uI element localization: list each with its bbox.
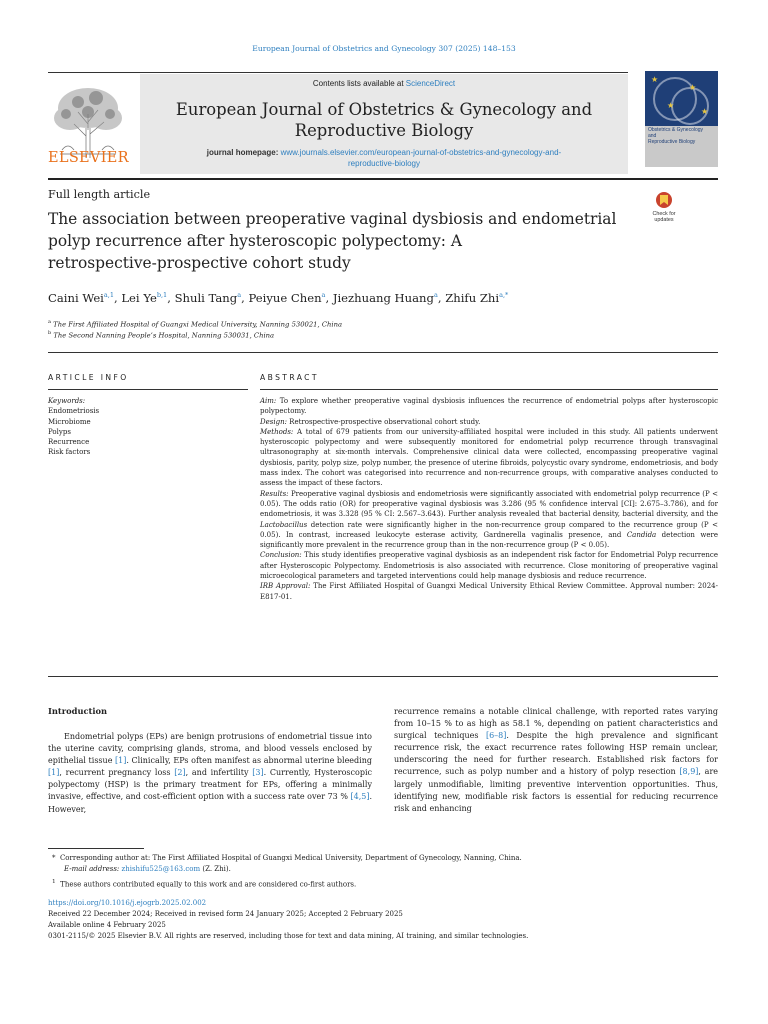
article-title-line: polyp recurrence after hysteroscopic polypectomy: A <box>48 232 462 250</box>
header-top-rule <box>48 72 628 73</box>
cover-title-line: Obstetrics & Gynecology <box>648 127 704 133</box>
body-text: Endometrial polyps (EPs) are benign protrusions of endometrial tissue into the uterine cavity, comprising glands, stroma, and blood vessels enclosed by epithelial tissue <box>48 732 372 766</box>
keyword: Endometriosis <box>48 407 100 416</box>
equal-contribution-note <box>52 877 356 890</box>
keyword: Risk factors <box>48 448 91 457</box>
footnote-mark: * <box>52 854 56 862</box>
abstract-text: Retrospective-prospective observational cohort study. <box>289 417 481 426</box>
abstract-methods <box>260 427 718 489</box>
abstract-text: A total of 679 patients from our university-affiliated hospital were included in this study. All patients underwent hysteroscopic polypectomy and were subsequently monitored for endometrial polyp recurrence through transvaginal ultrasonography at six-month intervals. Comprehensive clinical data were collected, encompassing preoperative vaginal dysbiosis, parity, polyp size, polyp number, the presence of uterine fibroids, polycystic ovary syndrome, endometriosis, and body mass index. The cohort was categorised into recurrence and non-recurrence groups, with comparative analyses conducted to assess the impact of these factors. <box>260 427 718 488</box>
footnote-rule <box>48 848 144 849</box>
author-name[interactable]: Lei Ye <box>121 291 157 305</box>
citation-link[interactable]: [1] <box>48 768 60 778</box>
affiliation-text: The First Affiliated Hospital of Guangxi Medical University, Nanning 530021, China <box>53 320 343 329</box>
article-title <box>48 208 618 274</box>
abstract-results <box>260 489 718 551</box>
body-text: , and infertility <box>185 768 253 778</box>
abstract-text: detection were significantly more prevalent in the recurrence group than in the non-recurrence group (P < 0.05). <box>260 530 718 550</box>
abstract-text: The First Affiliated Hospital of Guangxi Medical University Ethical Review Committee. Approval number: 2024-E817-01. <box>260 582 718 601</box>
cover-title <box>648 127 714 145</box>
citation-link[interactable]: [4,5] <box>350 792 370 802</box>
body-text: . Currently, Hysteroscopic polypectomy (HSP) is the primary treatment for EPs, offering a minimally invasive, effective, and cost-efficient option with a success rate over 73 % <box>48 768 372 802</box>
citation-link[interactable]: [2] <box>174 768 186 778</box>
abstract-irb <box>260 581 718 602</box>
body-text: . Clinically, EPs often manifest as abnormal uterine bleeding <box>126 756 372 766</box>
corresponding-author-note <box>52 853 522 864</box>
homepage-link[interactable]: www.journals.elsevier.com/european-journal-of-obstetrics-and-gynecology-and- <box>280 148 562 157</box>
author-sup[interactable]: b,1 <box>156 291 168 300</box>
author-name[interactable]: Jiezhuang Huang <box>332 291 434 305</box>
homepage-label: journal homepage: <box>206 148 281 157</box>
introduction-paragraph-cont <box>394 706 718 815</box>
sciencedirect-link[interactable]: ScienceDirect <box>405 79 456 88</box>
body-column-left <box>48 731 372 816</box>
body-text: , recurrent pregnancy loss <box>59 768 175 778</box>
affiliation <box>48 319 342 328</box>
abstract-text: Preoperative vaginal dysbiosis and endometriosis were significantly associated with endometrial polyp recurrence (P < 0.05). The odds ratio (OR) for preoperative vaginal dysbiosis was 3.286 (95 % confidence interval [CI]: 2.675–3.786), and for endometriosis, it was 3.328 (95 % CI: 2.567–3.643). Further analysis revealed that bacterial density, bacterial diversity, and the <box>260 489 718 519</box>
abstract-taxon: Lactobacillus <box>260 520 308 529</box>
footnote-mark: 1 <box>52 879 56 885</box>
article-info-heading: ARTICLE INFO <box>48 373 129 382</box>
author-name[interactable]: Zhifu Zhi <box>445 291 500 305</box>
affiliation-key: b <box>48 330 52 336</box>
email-note <box>64 864 231 875</box>
abstract-body <box>260 396 718 602</box>
body-text: . However, <box>48 792 372 814</box>
check-updates-label <box>646 211 682 223</box>
check-updates-line: Check for <box>652 211 676 217</box>
journal-reference[interactable]: European Journal of Obstetrics and Gynecology 307 (2025) 148–153 <box>252 44 516 53</box>
check-for-updates-button[interactable] <box>646 192 682 232</box>
cover-title-line: and <box>648 133 657 139</box>
copyright-notice: 0301-2115/© 2025 Elsevier B.V. All rights are reserved, including those for text and data mining, AI training, and similar technologies. <box>48 932 529 940</box>
online-date: Available online 4 February 2025 <box>48 921 166 929</box>
section-rule <box>48 352 718 353</box>
abstract-design <box>260 417 718 427</box>
body-column-right <box>394 706 718 815</box>
footnote-text: These authors contributed equally to this work and are considered co-first authors. <box>60 880 357 889</box>
abstract-aim <box>260 396 718 417</box>
author-name[interactable]: Peiyue Chen <box>248 291 322 305</box>
abstract-label: Results: <box>260 489 289 498</box>
abstract-text: To explore whether preoperative vaginal dysbiosis influences the recurrence of endometrial polyps after hysteroscopic polypectomy. <box>260 397 718 416</box>
homepage-link-cont[interactable]: reproductive-biology <box>347 158 421 168</box>
publication-info <box>48 898 528 942</box>
keywords-block <box>48 396 99 458</box>
author-sup[interactable]: a <box>321 291 326 300</box>
abstract-rule <box>260 389 718 390</box>
citation-link[interactable]: [8,9] <box>679 767 699 777</box>
body-text: recurrence remains a notable clinical challenge, with reported rates varying from 10–15 % to as high as 58.1 %, depending on patient characteristics and surgical techniques <box>394 707 718 741</box>
abstract-text: This study identifies preoperative vaginal dysbiosis as an independent risk factor for Endometrial Polyp recurrence after Hysteroscopic Polypectomy. Endometriosis is also associated with recurrence. Close monitoring of preoperative vaginal microecological parameters and targeted interventions could help manage dysbiosis and reduce recurrence. <box>260 551 718 581</box>
introduction-heading: Introduction <box>48 706 108 716</box>
article-title-line: retrospective-prospective cohort study <box>48 254 351 272</box>
citation-link[interactable]: [3] <box>252 768 264 778</box>
author-name[interactable]: Caini Wei <box>48 291 104 305</box>
abstract-conclusion <box>260 550 718 581</box>
doi-link[interactable]: https://doi.org/10.1016/j.ejogrb.2025.02.002 <box>48 899 207 907</box>
abstract-label: Conclusion: <box>260 551 302 560</box>
received-dates: Received 22 December 2024; Received in revised form 24 January 2025; Accepted 2 February 2025 <box>48 910 403 918</box>
journal-title-line: European Journal of Obstetrics & Gynecology and <box>175 100 593 119</box>
author-sup[interactable]: a <box>237 291 242 300</box>
affiliation-text: The Second Nanning People’s Hospital, Nanning 530031, China <box>53 331 275 340</box>
cover-title-line: Reproductive Biology <box>648 139 696 145</box>
abstract-label: Methods: <box>260 427 294 436</box>
footnote-text: (Z. Zhi). <box>202 865 231 873</box>
keywords-label: Keywords: <box>48 397 86 405</box>
article-type: Full length article <box>48 188 151 201</box>
abstract-heading: ABSTRACT <box>260 373 319 382</box>
author-name[interactable]: Shuli Tang <box>174 291 238 305</box>
affiliation-key: a <box>48 319 51 325</box>
author-list: Caini Wei$^{a,1}$, Lei Ye$^{b,1}$, Shuli Tang$^a$, Peiyue Chen$^a$, Jiezhuang Huang$^a$, Zhifu Zhi$^{a,*}$ <box>48 291 509 305</box>
affiliation <box>48 330 274 339</box>
bookmark-icon <box>656 192 672 208</box>
abstract-label: Design: <box>260 417 287 426</box>
author-sup[interactable]: a <box>433 291 438 300</box>
citation-link[interactable]: [6–8] <box>485 731 507 741</box>
email-label: E-mail address: <box>64 865 120 873</box>
header-bottom-rule <box>48 178 718 180</box>
body-text: , are largely unmodifiable, limiting preventive intervention opportunities. Thus, identifying new, modifiable risk factors is essential for reducing recurrence risk and enhancing <box>394 767 718 813</box>
journal-title-line: Reproductive Biology <box>294 121 474 140</box>
article-title-line: The association between preoperative vaginal dysbiosis and endometrial <box>48 210 617 228</box>
author-sup[interactable]: a,1 <box>103 291 114 300</box>
publisher-name: ELSEVIER <box>48 150 129 166</box>
introduction-paragraph <box>48 731 372 816</box>
contents-line <box>140 79 628 88</box>
keyword: Polyps <box>48 427 71 436</box>
abstract-label: IRB Approval: <box>260 582 311 591</box>
section-rule <box>48 676 718 677</box>
citation-link[interactable]: [1] <box>115 756 127 766</box>
article-info-rule <box>48 389 248 390</box>
author-sup[interactable]: a,* <box>499 291 509 300</box>
journal-title <box>140 99 628 141</box>
abstract-taxon: Candida <box>626 530 657 539</box>
keyword: Microbiome <box>48 417 91 426</box>
abstract-label: Aim: <box>260 397 277 405</box>
check-updates-line: updates <box>654 217 674 223</box>
email-link[interactable]: zhishifu525@163.com <box>121 865 201 873</box>
footnote-text: Corresponding author at: The First Affiliated Hospital of Guangxi Medical University, Department of Gynecology, Nanning, China. <box>59 854 522 862</box>
journal-cover-image[interactable]: ★ ★ ★ ★ Obstetrics & Gynecology and Reproductive Biology <box>645 71 718 167</box>
keyword: Recurrence <box>48 438 90 447</box>
abstract-text: detection rate were significantly higher in the non-recurrence group compared to the recurrence group (P < 0.05). In contrast, increased leukocyte esterase activity, Gardnerella vaginalis presence, and <box>260 520 718 539</box>
contents-prefix: Contents lists available at <box>312 79 406 88</box>
journal-homepage <box>140 148 628 169</box>
body-text: . Despite the high prevalence and significant recurrence risk, the exact recurrence rates following HSP remain unclear, underscoring the need for further research. Established risk factors for recurrence, such as polyp number and a history of polyp resection <box>394 731 718 777</box>
